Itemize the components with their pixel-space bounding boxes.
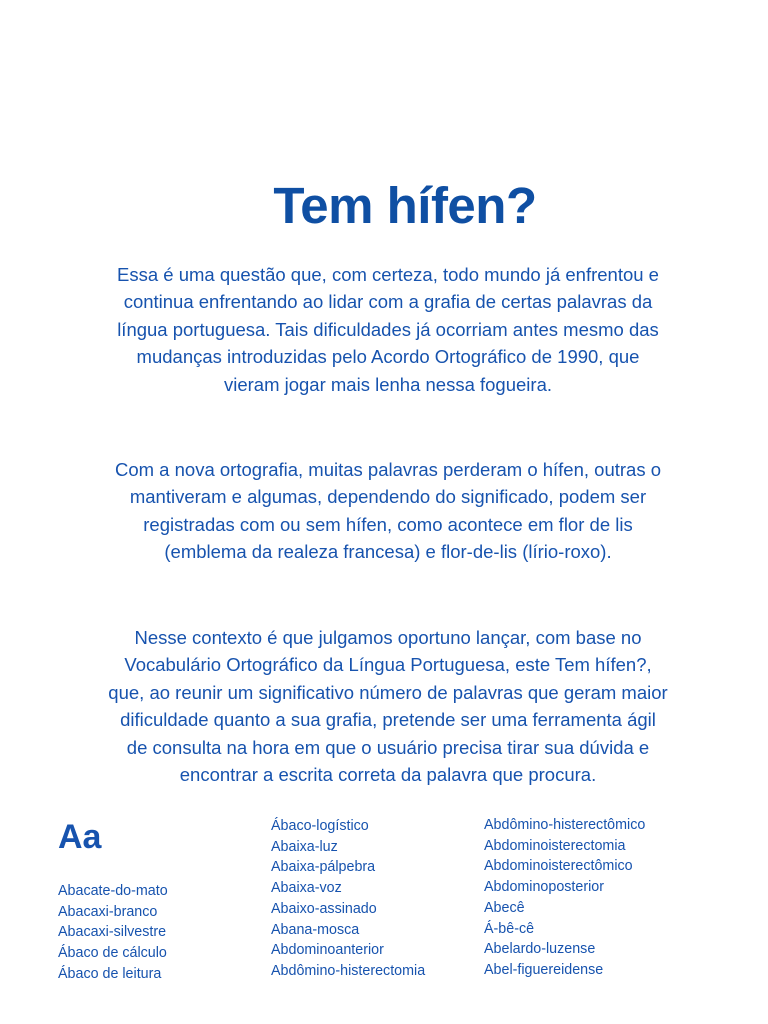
word-entry: Á-bê-cê <box>484 920 535 937</box>
word-entry: Abacaxi-branco <box>58 903 158 920</box>
word-entry: Ábaco de cálculo <box>58 945 167 962</box>
letter-section-heading: Aa <box>58 818 102 856</box>
intro-paragraph-1: Essa é uma questão que, com certeza, todo mundo já enfrentou e continua enfrentando ao lidar com a grafia de certas palavras da língua portuguesa. Tais dificuldades já ocorriam antes mesmo das mudanças introduzidas pelo Acordo Ortográfico de 1990, que vieram jogar mais lenha nessa fogueira. <box>117 264 659 395</box>
word-entry: Abdominoposterior <box>484 879 605 896</box>
word-entry: Abelardo-luzense <box>484 941 596 958</box>
word-entry: Ábaco de leitura <box>58 965 162 982</box>
word-entry: Abana-mosca <box>271 921 360 938</box>
word-entry: Abdômino-histerectômico <box>484 817 646 833</box>
word-entry: Abaixa-pálpebra <box>271 859 376 876</box>
word-entry: Ábaco-logístico <box>271 818 369 834</box>
word-entry: Abdômino-histerectomia <box>271 962 426 979</box>
word-entry: Abdominoanterior <box>271 942 384 959</box>
word-entry: Abacaxi-silvestre <box>58 924 167 941</box>
word-entry: Abaixa-luz <box>271 838 338 855</box>
word-entry: Abaixo-assinado <box>271 900 377 917</box>
word-entry: Abdominoisterectômico <box>484 858 633 875</box>
word-entry: Abecê <box>484 899 525 916</box>
intro-paragraph-3: Nesse contexto é que julgamos oportuno lançar, com base no Vocabulário Ortográfico da Língua Portuguesa, este Tem hífen?, que, ao reunir um significativo número de palavras que geram maior dificuldade quanto a sua grafia, pretende ser uma ferramenta ágil de consulta na hora em que o usuário precisa tirar sua dúvida e encontrar a escrita correta da palavra que procura. <box>108 627 668 786</box>
word-list-column-1 <box>58 881 168 985</box>
word-entry: Abel-figuereidense <box>484 961 604 978</box>
word-entry: Abdominoisterectomia <box>484 837 626 854</box>
word-entry: Abaixa-voz <box>271 880 342 897</box>
word-list-column-3 <box>484 815 645 981</box>
word-entry: Abacate-do-mato <box>58 883 168 899</box>
word-list-column-2 <box>271 816 425 982</box>
intro-paragraph-2: Com a nova ortografia, muitas palavras perderam o hífen, outras o mantiveram e algumas, dependendo do significado, podem ser registradas com ou sem hífen, como acontece em flor de lis (emblema da realeza francesa) e flor-de-lis (lírio-roxo). <box>114 459 662 563</box>
page-title: Tem hífen? <box>273 177 537 234</box>
